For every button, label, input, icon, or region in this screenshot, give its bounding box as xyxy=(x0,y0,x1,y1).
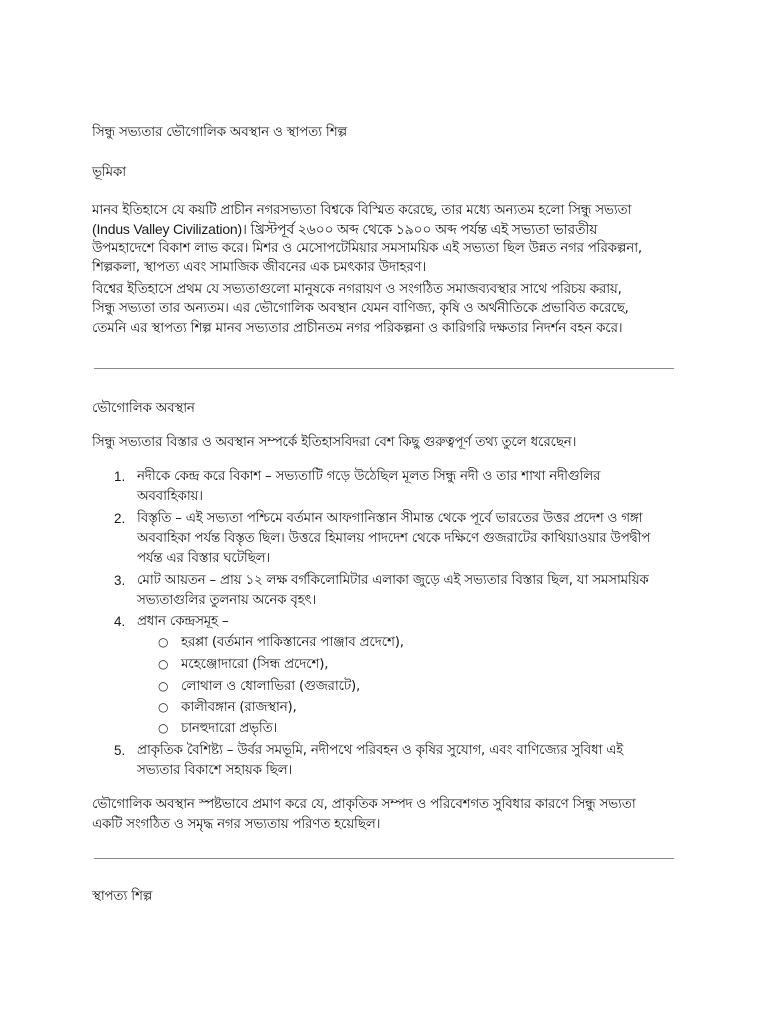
geo-conclusion-line: ভৌগোলিক অবস্থান স্পষ্টভাবে প্রমাণ করে যে, প্রাকৃতিক সম্পদ ও পরিবেশগত সুবিধার কারণে সিন্ধু সভ্যতা xyxy=(92,797,636,812)
list-number: 4. xyxy=(114,614,126,629)
list-item-line: প্রাকৃতিক বৈশিষ্ট্য – উর্বর সমভূমি, নদীপথে পরিবহন ও কৃষির সুযোগ, এবং বাণিজ্যের সুবিধা এই xyxy=(137,743,624,758)
list-item-line: মোট আয়তন – প্রায় ১২ লক্ষ বর্গকিলোমিটার এলাকা জুড়ে এই সভ্যতার বিস্তার ছিল, যা সমসাময়িক xyxy=(137,573,649,588)
geo-conclusion-line: একটি সংগঠিত ও সমৃদ্ধ নগর সভ্যতায় পরিণত হয়েছিল। xyxy=(92,817,381,832)
sub-bullet-marker: ○ xyxy=(158,721,169,735)
list-item-line: প্রধান কেন্দ্রসমূহ – xyxy=(137,614,229,629)
sub-list-item: লোথাল ও ধোলাভিরা (গুজরাটে), xyxy=(181,679,361,694)
section-heading-geographic-location: ভৌগোলিক অবস্থান xyxy=(92,401,195,416)
sub-bullet-marker: ○ xyxy=(158,700,169,714)
list-item-line: অববাহিকা পর্যন্ত বিস্তৃত ছিল। উত্তরে হিমালয় পাদদেশ থেকে দক্ষিণে গুজরাটের কাথিয়াওয়ার উপদ্বীপ xyxy=(137,531,651,546)
sub-list-item: মহেঞ্জোদারো (সিন্ধ প্রদেশে), xyxy=(181,657,329,672)
list-number: 5. xyxy=(114,743,126,758)
list-item-line: পর্যন্ত এর বিস্তার ঘটেছিল। xyxy=(137,551,270,566)
intro-line: শিল্পকলা, স্থাপত্য এবং সামাজিক জীবনের এক চমৎকার উদাহরণ। xyxy=(92,260,427,275)
intro-line: সিন্ধু সভ্যতা তার অন্যতম। এর ভৌগোলিক অবস্থান যেমন বাণিজ্য, কৃষি ও অর্থনীতিকে প্রভাবিত করেছে, xyxy=(92,301,629,316)
list-item-line: সভ্যতার বিকাশে সহায়ক ছিল। xyxy=(137,763,292,778)
intro-line: তেমনি এর স্থাপত্য শিল্প মানব সভ্যতার প্রাচীনতম নগর পরিকল্পনা ও কারিগরি দক্ষতার নিদর্শন বহন করে। xyxy=(92,321,623,336)
sub-bullet-marker: ○ xyxy=(158,657,169,671)
sub-bullet-marker: ○ xyxy=(158,635,169,649)
list-item-line: বিস্তৃতি – এই সভ্যতা পশ্চিমে বর্তমান আফগানিস্তান সীমান্ত থেকে পূর্বে ভারতের উত্তর প্রদেশ ও গঙ্গা xyxy=(137,511,643,526)
horizontal-rule xyxy=(94,368,674,369)
intro-line: মানব ইতিহাসে যে কয়টি প্রাচীন নগরসভ্যতা বিশ্বকে বিস্মিত করেছে, তার মধ্যে অন্যতম হলো সিন্ধু সভ্যতা xyxy=(92,203,632,218)
sub-list-item: হরপ্পা (বর্তমান পাকিস্তানের পাঞ্জাব প্রদেশে), xyxy=(181,635,404,650)
intro-line-text: (Indus Valley Civilization)। খ্রিস্টপূর্ব ২৬০০ অব্দ থেকে ১৯০০ অব্দ পর্যন্ত এই সভ্যতা ভারতীয় xyxy=(92,221,598,237)
list-number: 2. xyxy=(114,511,126,526)
list-number: 3. xyxy=(114,573,126,588)
list-item-line: অববাহিকায়। xyxy=(137,489,203,504)
document-title: সিন্ধু সভ্যতার ভৌগোলিক অবস্থান ও স্থাপত্য শিল্প xyxy=(92,125,347,140)
list-number: 1. xyxy=(114,469,126,484)
horizontal-rule xyxy=(94,858,674,859)
geo-intro-paragraph: সিন্ধু সভ্যতার বিস্তার ও অবস্থান সম্পর্কে ইতিহাসবিদরা বেশ কিছু গুরুত্বপূর্ণ তথ্য তুলে ধরেছেন। xyxy=(92,435,577,450)
list-item-line: নদীকে কেন্দ্র করে বিকাশ – সভ্যতাটি গড়ে উঠেছিল মূলত সিন্ধু নদী ও তার শাখা নদীগুলির xyxy=(137,469,601,484)
sub-list-item: কালীবঙ্গান (রাজস্থান), xyxy=(181,700,297,715)
section-heading-introduction: ভূমিকা xyxy=(92,165,126,180)
section-heading-architecture: স্থাপত্য শিল্প xyxy=(92,889,153,904)
list-item-line: সভ্যতাগুলির তুলনায় অনেক বৃহৎ। xyxy=(137,593,317,608)
sub-bullet-marker: ○ xyxy=(158,679,169,693)
sub-list-item: চানহুদারো প্রভৃতি। xyxy=(181,721,278,736)
intro-line: বিশ্বের ইতিহাসে প্রথম যে সভ্যতাগুলো মানুষকে নগরায়ণ ও সংগঠিত সমাজব্যবস্থার সাথে পরিচয় করায়, xyxy=(92,282,622,297)
intro-line: উপমহাদেশে বিকাশ লাভ করে। মিশর ও মেসোপটেমিয়ার সমসাময়িক এই সভ্যতা ছিল উন্নত নগর পরিকল্পনা, xyxy=(92,241,642,256)
